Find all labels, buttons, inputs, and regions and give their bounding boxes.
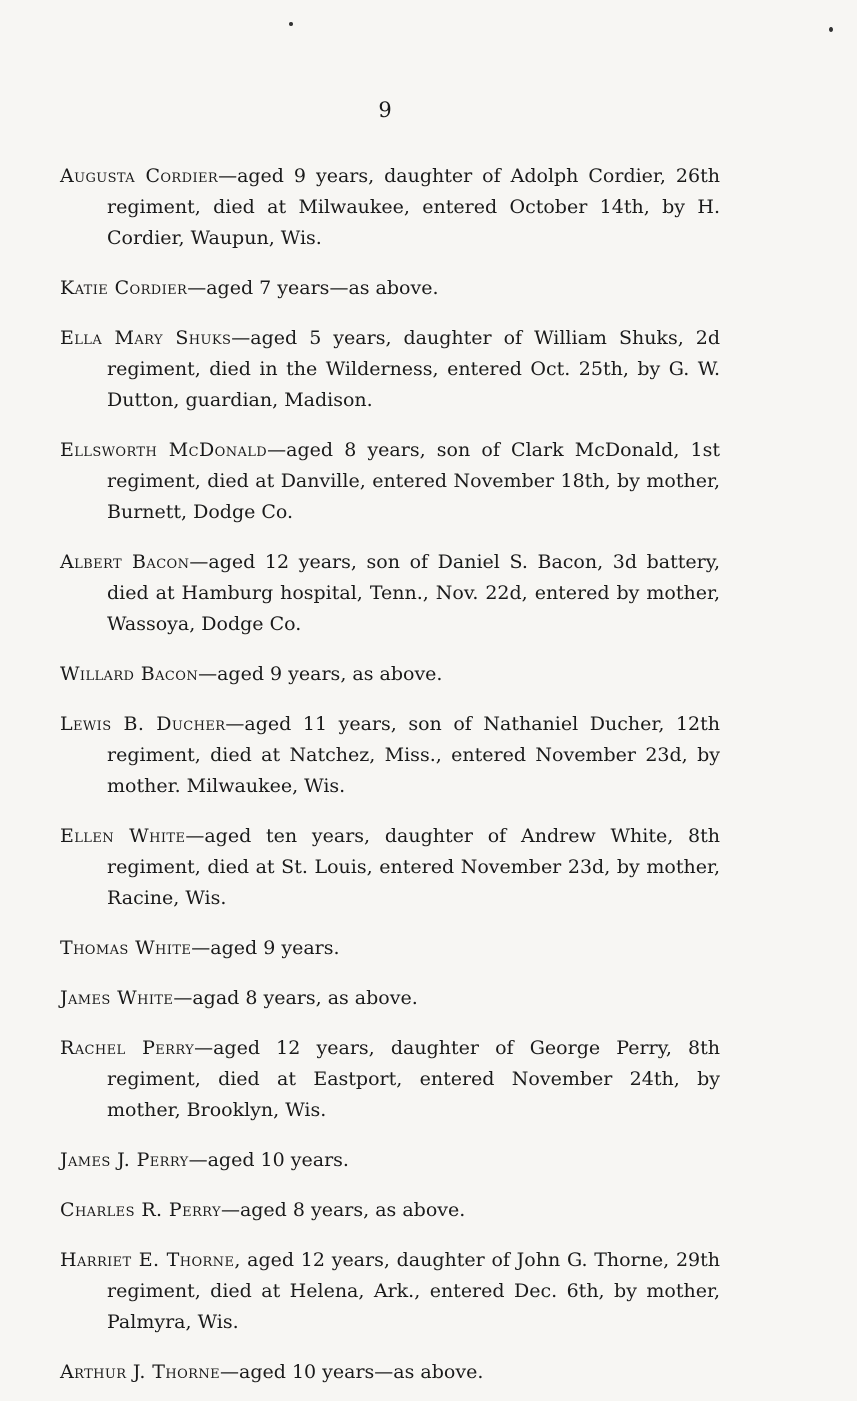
entry-name: Arthur J. Thorne xyxy=(60,1361,221,1383)
entry-text: —aged 9 years, daughter of Adolph Cordier, 26th regiment, died at Milwaukee, entered October 14th, by H. Cordier, Waupun, Wis. xyxy=(107,165,720,249)
ink-speck xyxy=(289,22,293,26)
entry-list xyxy=(60,142,720,1401)
list-item xyxy=(60,323,720,416)
entry-text: —aged 12 years, son of Daniel S. Bacon, 3d battery, died at Hamburg hospital, Tenn., Nov. 22d, entered by mother, Wassoya, Dodge Co. xyxy=(107,551,720,635)
entry-name: Albert Bacon xyxy=(60,551,190,573)
list-item xyxy=(60,435,720,528)
entry-text: , aged 12 years, daughter of John G. Thorne, 29th regiment, died at Helena, Ark., entered Dec. 6th, by mother, Palmyra, Wis. xyxy=(107,1249,720,1333)
entry-text: —aged 7 years—as above. xyxy=(187,277,439,299)
entry-text: —aged 8 years, as above. xyxy=(220,1199,466,1221)
entry-text: —aged 9 years. xyxy=(191,937,340,959)
list-item xyxy=(60,547,720,640)
entry-name: Ella Mary Shuks xyxy=(60,327,232,349)
entry-text: —aged 5 years, daughter of William Shuks, 2d regiment, died in the Wilderness, entered Oct. 25th, by G. W. Dutton, guardian, Madison. xyxy=(107,327,721,411)
list-item xyxy=(60,659,720,690)
list-item xyxy=(60,983,720,1014)
list-item xyxy=(60,821,720,914)
entry-text: —aged 10 years—as above. xyxy=(220,1361,484,1383)
entry-name: Ellsworth McDonald xyxy=(60,439,268,461)
list-item xyxy=(60,161,720,254)
entry-name: James White xyxy=(60,987,174,1009)
page-number: 9 xyxy=(378,98,392,122)
list-item xyxy=(60,1195,720,1226)
entry-name: James J. Perry xyxy=(60,1149,189,1171)
entry-text: —aged 12 years, daughter of George Perry, 8th regiment, died at Eastport, entered November 24th, by mother, Brooklyn, Wis. xyxy=(107,1037,720,1121)
entry-text: —aged ten years, daughter of Andrew White, 8th regiment, died at St. Louis, entered November 23d, by mother, Racine, Wis. xyxy=(107,825,720,909)
entry-name: Augusta Cordier xyxy=(60,165,219,187)
ink-speck xyxy=(829,27,833,32)
entry-text: —aged 8 years, son of Clark McDonald, 1st regiment, died at Danville, entered November 18th, by mother, Burnett, Dodge Co. xyxy=(107,439,721,523)
entry-text: —aged 9 years, as above. xyxy=(198,663,443,685)
list-item xyxy=(60,709,720,802)
list-item xyxy=(60,1033,720,1126)
list-item xyxy=(60,1245,720,1338)
entry-text: —aged 10 years. xyxy=(188,1149,349,1171)
list-item xyxy=(60,1357,720,1388)
entry-name: Rachel Perry xyxy=(60,1037,195,1059)
list-item xyxy=(60,1145,720,1176)
list-item xyxy=(60,933,720,964)
entry-name: Charles R. Perry xyxy=(60,1199,221,1221)
entry-text: —aged 11 years, son of Nathaniel Ducher, 12th regiment, died at Natchez, Miss., entered November 23d, by mother. Milwaukee, Wis. xyxy=(107,713,721,797)
entry-text: —agad 8 years, as above. xyxy=(173,987,418,1009)
entry-name: Lewis B. Ducher xyxy=(60,713,226,735)
entry-name: Thomas White xyxy=(60,937,192,959)
entry-name: Ellen White xyxy=(60,825,186,847)
entry-name: Willard Bacon xyxy=(60,663,199,685)
list-item xyxy=(60,273,720,304)
entry-name: Harriet E. Thorne xyxy=(60,1249,235,1271)
entry-name: Katie Cordier xyxy=(60,277,188,299)
